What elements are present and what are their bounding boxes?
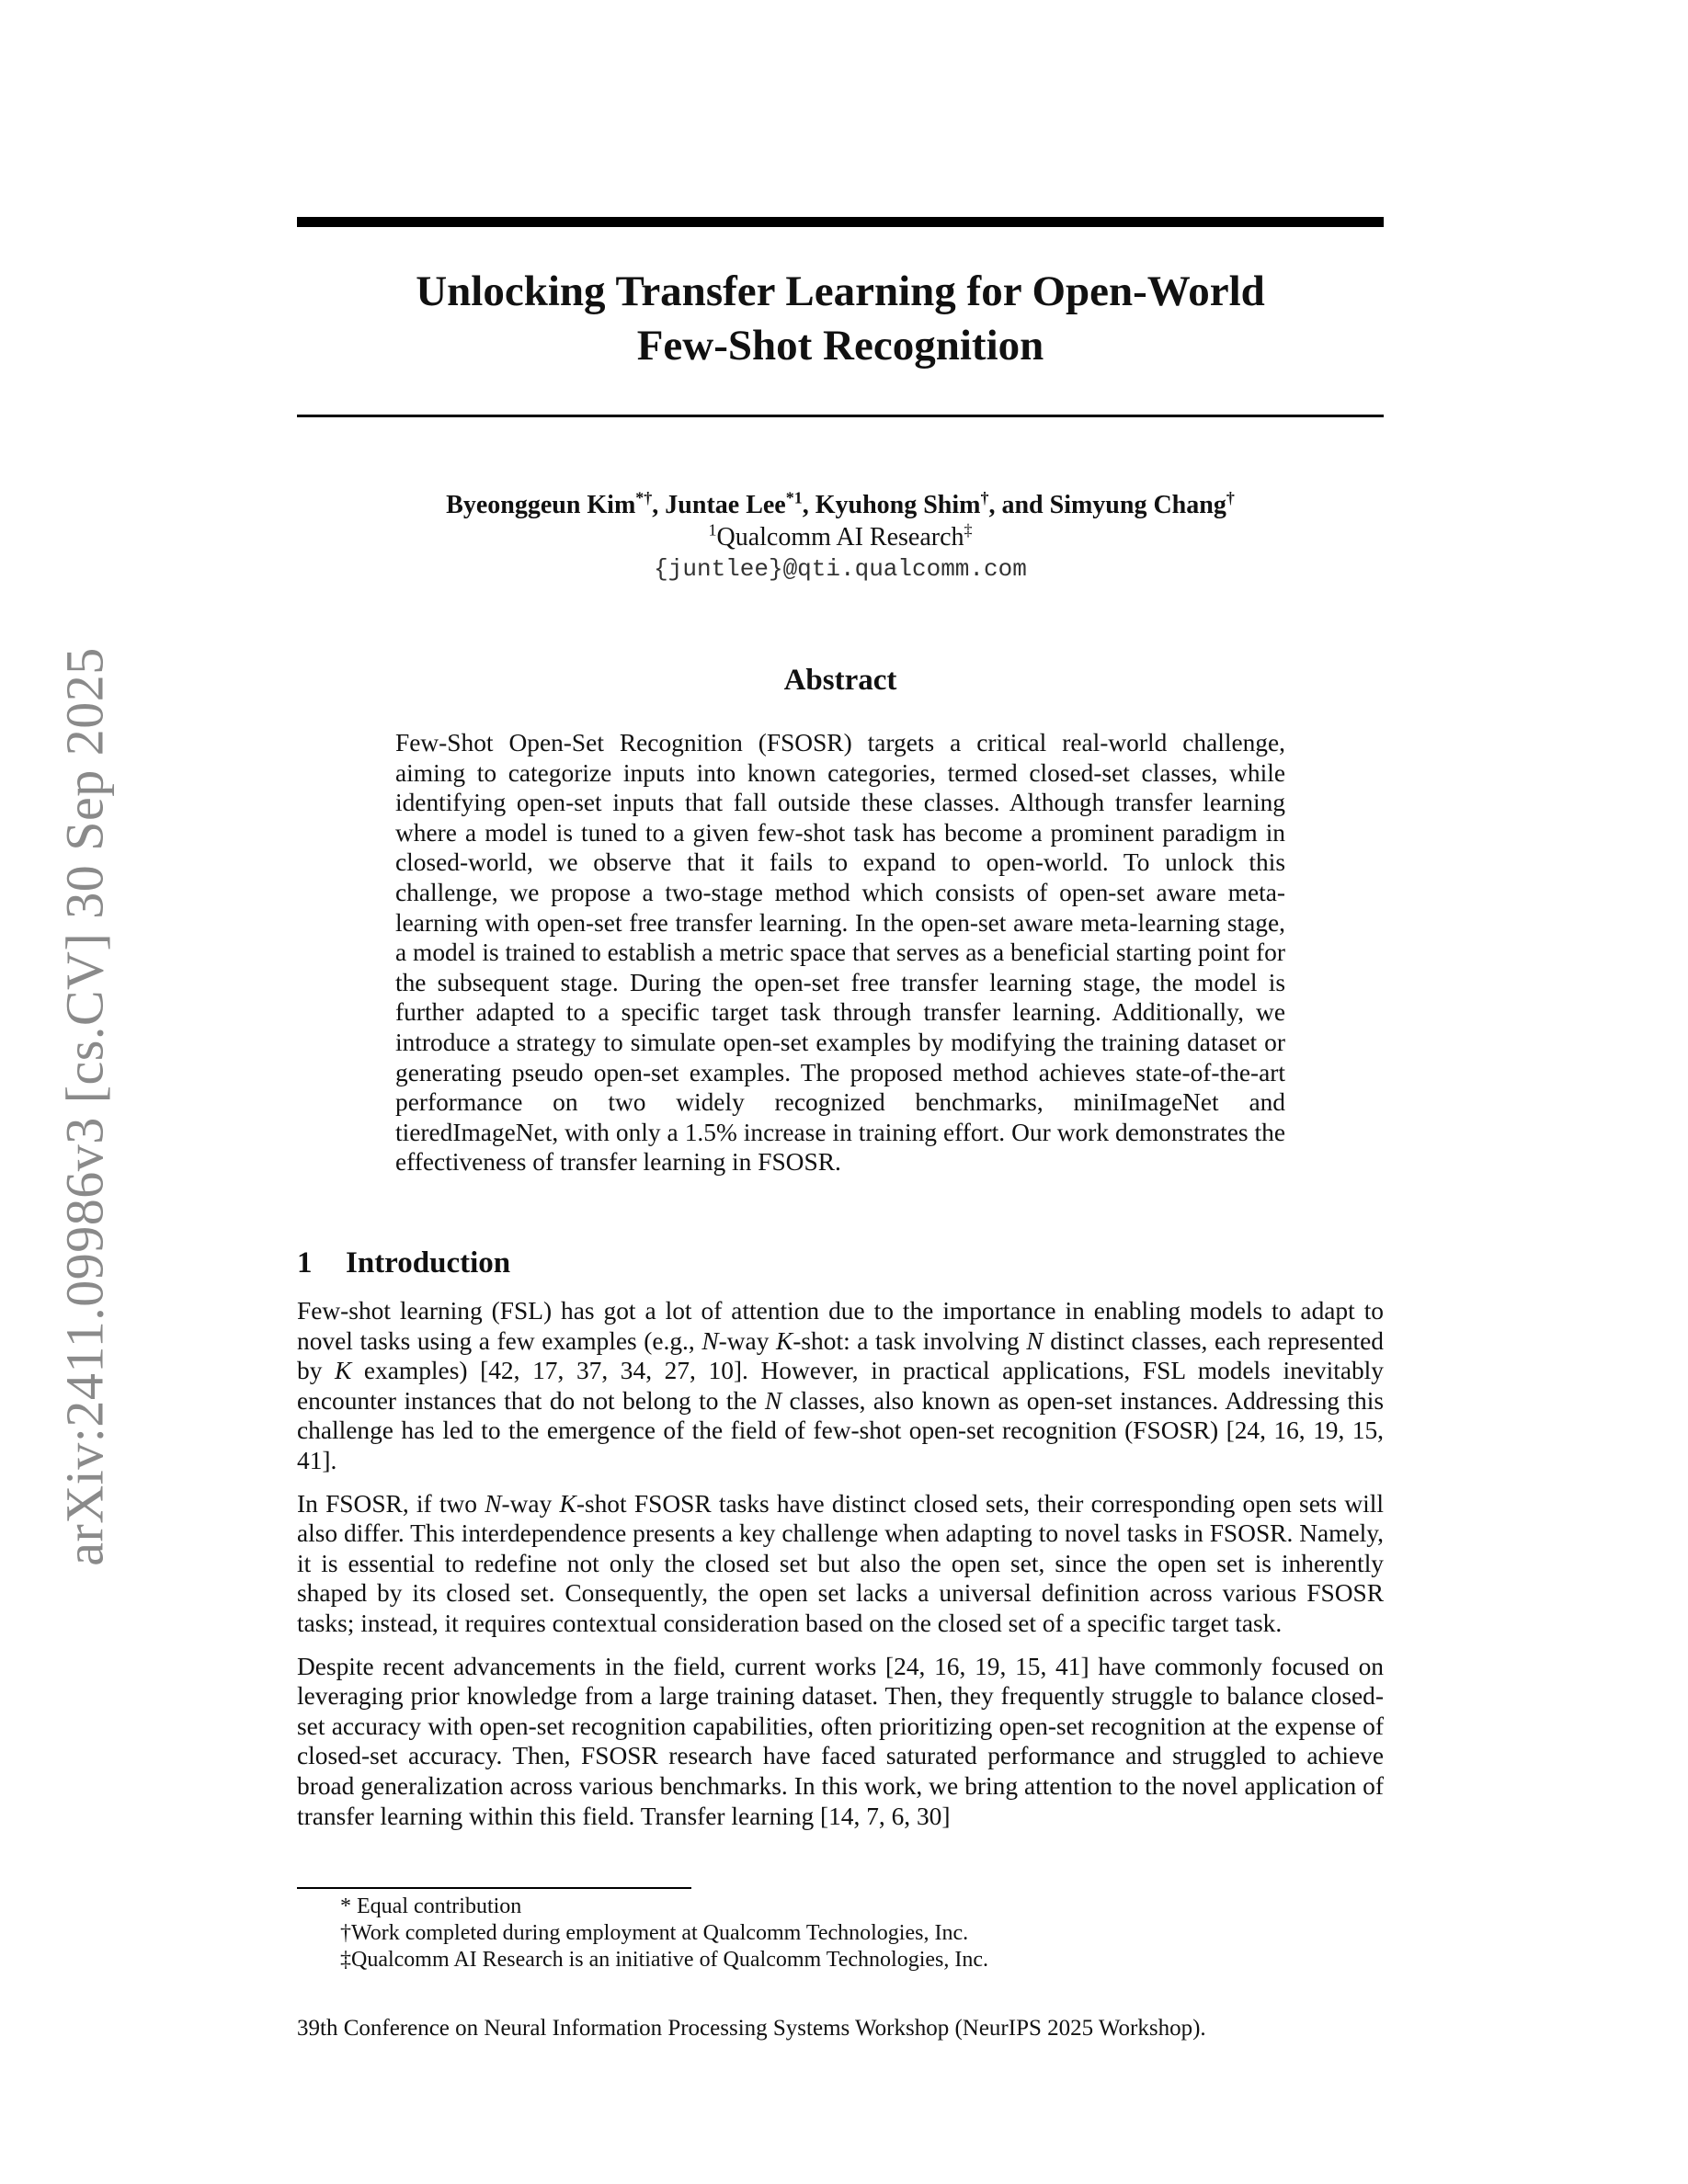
text-run: -way — [501, 1489, 560, 1518]
author-2-mark: *1 — [785, 488, 803, 507]
text-run: distinct classes, each represented by — [297, 1326, 1384, 1385]
author-3-mark: † — [980, 488, 989, 507]
footnote-1: * Equal contribution — [340, 1894, 522, 1918]
footnote-2: †Work completed during employment at Qualcomm Technologies, Inc. — [340, 1921, 969, 1945]
section-body — [297, 1296, 1384, 1844]
section-number: 1 — [297, 1246, 313, 1280]
affiliation-mark: 1 — [708, 520, 717, 540]
abstract-heading: Abstract — [783, 664, 897, 697]
footnotes — [340, 1894, 1352, 1974]
math-var: K — [776, 1326, 793, 1355]
affiliation-name: Qualcomm AI Research — [716, 523, 964, 552]
author-email: {juntlee}@qti.qualcomm.com — [654, 555, 1027, 583]
author-names: Byeonggeun Kim*†, Juntae Lee$^{*1}$, Kyuhong Shim†, and Simyung Chang† — [446, 488, 1235, 519]
text-run: examples) [42, 17, 37, 34, 27, 10]. However, in practical applications, FSL models inevitably encounter instances that do not belong to the — [297, 1357, 1384, 1415]
text-run: -shot: a task involving — [793, 1326, 1027, 1355]
author-4: and Simyung Chang — [1001, 491, 1226, 519]
text-run: In FSOSR, if two — [297, 1489, 485, 1518]
math-var: N — [764, 1386, 782, 1415]
math-var: K — [559, 1489, 576, 1518]
title-rule-bottom — [297, 415, 1384, 417]
author-2: Juntae Lee — [665, 491, 786, 519]
abstract-text: Few-Shot Open-Set Recognition (FSOSR) targets a critical real-world challenge, aiming to categorize inputs into known categories, termed closed-set classes, while identifying open-set inputs that fall outside these classes. Although transfer learning where a model is tuned to a given few-shot task has become a prominent paradigm in closed-world, we observe that it fails to expand to open-world. To unlock this challenge, we propose a two-stage method which consists of open-set aware meta-learning with open-set free transfer learning. In the open-set aware meta-learning stage, a model is trained to establish a metric space that serves as a beneficial starting point for the subsequent stage. During the open-set free transfer learning stage, the model is further adapted to a specific target task through transfer learning. Additionally, we introduce a strategy to simulate open-set examples by modifying the training dataset or generating pseudo open-set examples. The proposed method achieves state-of-the-art performance on two widely recognized benchmarks, miniImageNet and tieredImageNet, with only a 1.5% increase in training effort. Our work demonstrates the effectiveness of transfer learning in FSOSR. — [395, 729, 1285, 1177]
paper-title — [297, 265, 1384, 373]
paragraph-3: Despite recent advancements in the field, current works [24, 16, 19, 15, 41] have commonly focused on leveraging prior knowledge from a large training dataset. Then, they frequently struggle to balance closed-set accuracy with open-set recognition capabilities, often prioritizing open-set recognition at the expense of closed-set accuracy. Then, FSOSR research have faced saturated performance and struggled to achieve broad generalization across various benchmarks. In this work, we bring attention to the novel application of transfer learning within this field. Transfer learning [14, 7, 6, 30] — [297, 1652, 1384, 1830]
author-block — [297, 489, 1384, 586]
arxiv-identifier: arXiv:2411.09986v3 [cs.CV] 30 Sep 2025 — [54, 647, 115, 1566]
math-var: N — [701, 1326, 719, 1355]
math-var: N — [1026, 1326, 1044, 1355]
author-1-mark: *† — [635, 488, 653, 507]
text-run: Few-shot learning (FSL) has got a lot of attention due to the importance in enabling models to adapt to novel tasks using a few examples (e.g., — [297, 1297, 1384, 1355]
math-var: N — [485, 1489, 502, 1518]
title-rule-top — [297, 217, 1384, 227]
section-title: Introduction — [346, 1246, 511, 1280]
section-heading — [297, 1246, 510, 1280]
affiliation — [297, 521, 1384, 553]
author-3: Kyuhong Shim — [815, 491, 981, 519]
text-run: classes, also known as open-set instances. Addressing this challenge has led to the emergence of the field of few-shot open-set recognition (FSOSR) [24, 16, 19, 15, 41]. — [297, 1386, 1385, 1474]
text-run: -way — [718, 1326, 776, 1355]
paragraph-2 — [297, 1489, 1384, 1639]
author-4-mark: † — [1226, 488, 1235, 507]
footnote-3: ‡Qualcomm AI Research is an initiative of Qualcomm Technologies, Inc. — [340, 1948, 989, 1972]
title-line-1: Unlocking Transfer Learning for Open-World — [416, 267, 1265, 315]
footnote-rule — [297, 1887, 691, 1889]
text-run: -shot FSOSR tasks have distinct closed sets, their corresponding open sets will also differ. This interdependence presents a key challenge when adapting to novel tasks in FSOSR. Namely, it is essential to redefine not only the closed set but also the open set, since the open set is inherently shaped by its closed set. Consequently, the open set lacks a universal definition across various FSOSR tasks; instead, it requires contextual consideration based on the closed set of a specific target task. — [297, 1489, 1385, 1637]
title-line-2: Few-Shot Recognition — [636, 322, 1044, 370]
math-var: K — [335, 1357, 352, 1385]
conference-footer: 39th Conference on Neural Information Processing Systems Workshop (NeurIPS 2025 Workshop). — [297, 2016, 1206, 2041]
affiliation-footnote-mark: ‡ — [964, 520, 973, 540]
paragraph-1 — [297, 1296, 1384, 1476]
author-1: Byeonggeun Kim — [446, 491, 636, 519]
